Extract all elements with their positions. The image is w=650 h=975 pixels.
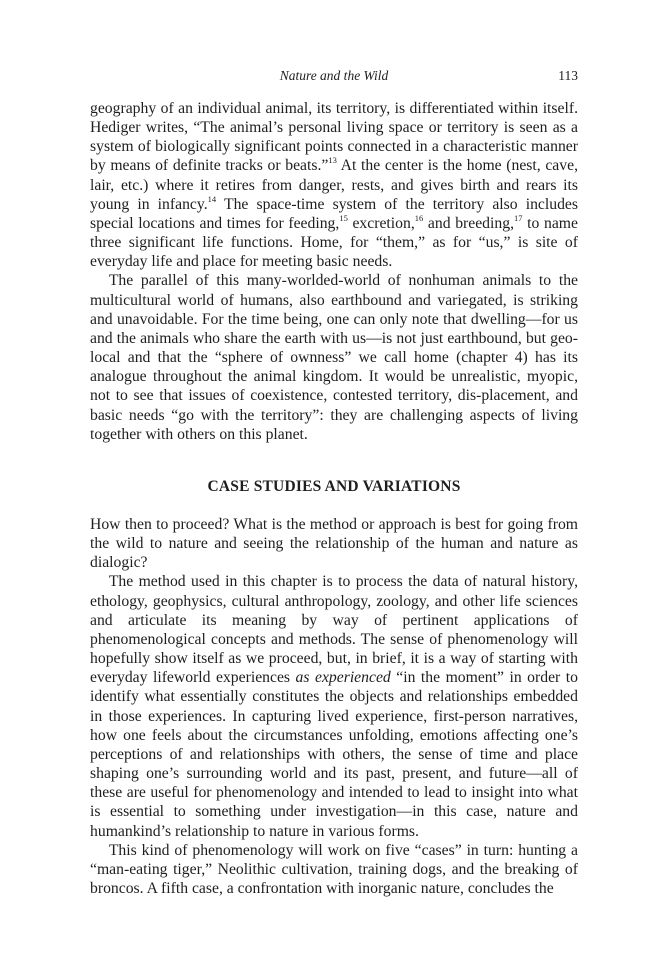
body-text-lower	[90, 515, 578, 898]
footnote-ref-14: 14	[207, 193, 217, 204]
text-run: The space-time system of the territory also includes special locations and times for feeding,	[90, 195, 578, 232]
page-number: 113	[558, 68, 578, 83]
paragraph-five-cases: This kind of phenomenology will work on five “cases” in turn: hunting a “man-eating tiger,” Neolithic cultivation, training dogs, and the breaking of broncos. A fifth case, a confrontation with inorganic nature, concludes the	[90, 841, 578, 897]
footnote-ref-17: 17	[514, 212, 523, 223]
emphasis-as-experienced: as experienced	[295, 669, 391, 687]
text-run: “in the moment” in order to identify what essentially constitutes the objects and relationships embedded in those experiences. In capturing lived experience, first-person narratives, how one feels about the circumstances unfolding, emotions affecting one’s perceptions of and relationships with others, the sense of time and place shaping one’s surrounding world and its past, present, and future—all of these are useful for phenomenology and intended to lead to insight into what is essential to something under investigation—in this case, nature and humankind’s relationship to nature in various forms.	[90, 669, 578, 840]
text-run: geography of an individual animal, its territory, is differentiated within itself. Hediger writes, “The animal’s personal living space or territory is seen as a system of biologically significant points connected in a characteristic manner by means of definite tracks or beats.”	[90, 100, 578, 175]
paragraph-how-to-proceed: How then to proceed? What is the method or approach is best for going from the wild to nature and seeing the relationship of the human and nature as dialogic?	[90, 516, 578, 572]
text-run: and breeding,	[423, 214, 514, 232]
text-run: to name three significant life functions. Home, for “them,” as for “us,” is site of everyday life and place for meeting basic needs.	[90, 214, 578, 271]
text-run: excretion,	[347, 214, 415, 232]
paragraph-many-worlded: The parallel of this many-worlded-world of nonhuman animals to the multicultural world of humans, also earthbound and variegated, is striking and unavoidable. For the time being, one can only note that dwelling—for us and the animals who share the earth with us—is not just earthbound, but geo-local and that the “sphere of ownness” we call home (chapter 4) has its analogue throughout the animal kingdom. It would be unrealistic, myopic, not to see that issues of coexistence, contested territory, dis-placement, and basic needs “go with the territory”: they are challenging aspects of living together with others on this planet.	[90, 272, 578, 443]
footnote-ref-13: 13	[328, 155, 337, 166]
text-run: The method used in this chapter is to process the data of natural history, ethology, geophysics, cultural anthropology, zoology, and other life sciences and articulate its meaning by way of pertinent applications of phenomenological concepts and methods. The sense of phenomenology will hopefully show itself as we proceed, but, in brief, it is a way of starting with everyday lifeworld experiences	[90, 573, 578, 687]
footnote-ref-16: 16	[414, 212, 424, 223]
body-text-upper	[90, 99, 578, 444]
running-head	[90, 68, 578, 88]
paragraph-territory	[90, 99, 578, 271]
section-heading: CASE STUDIES AND VARIATIONS	[207, 478, 461, 495]
footnote-ref-15: 15	[339, 212, 348, 223]
paragraph-method	[90, 572, 578, 840]
text-run: At the center is the home (nest, cave, lair, etc.) where it retires from danger, rests, and gives birth and rears its young in infancy.	[90, 157, 578, 213]
running-title: Nature and the Wild	[279, 68, 389, 83]
